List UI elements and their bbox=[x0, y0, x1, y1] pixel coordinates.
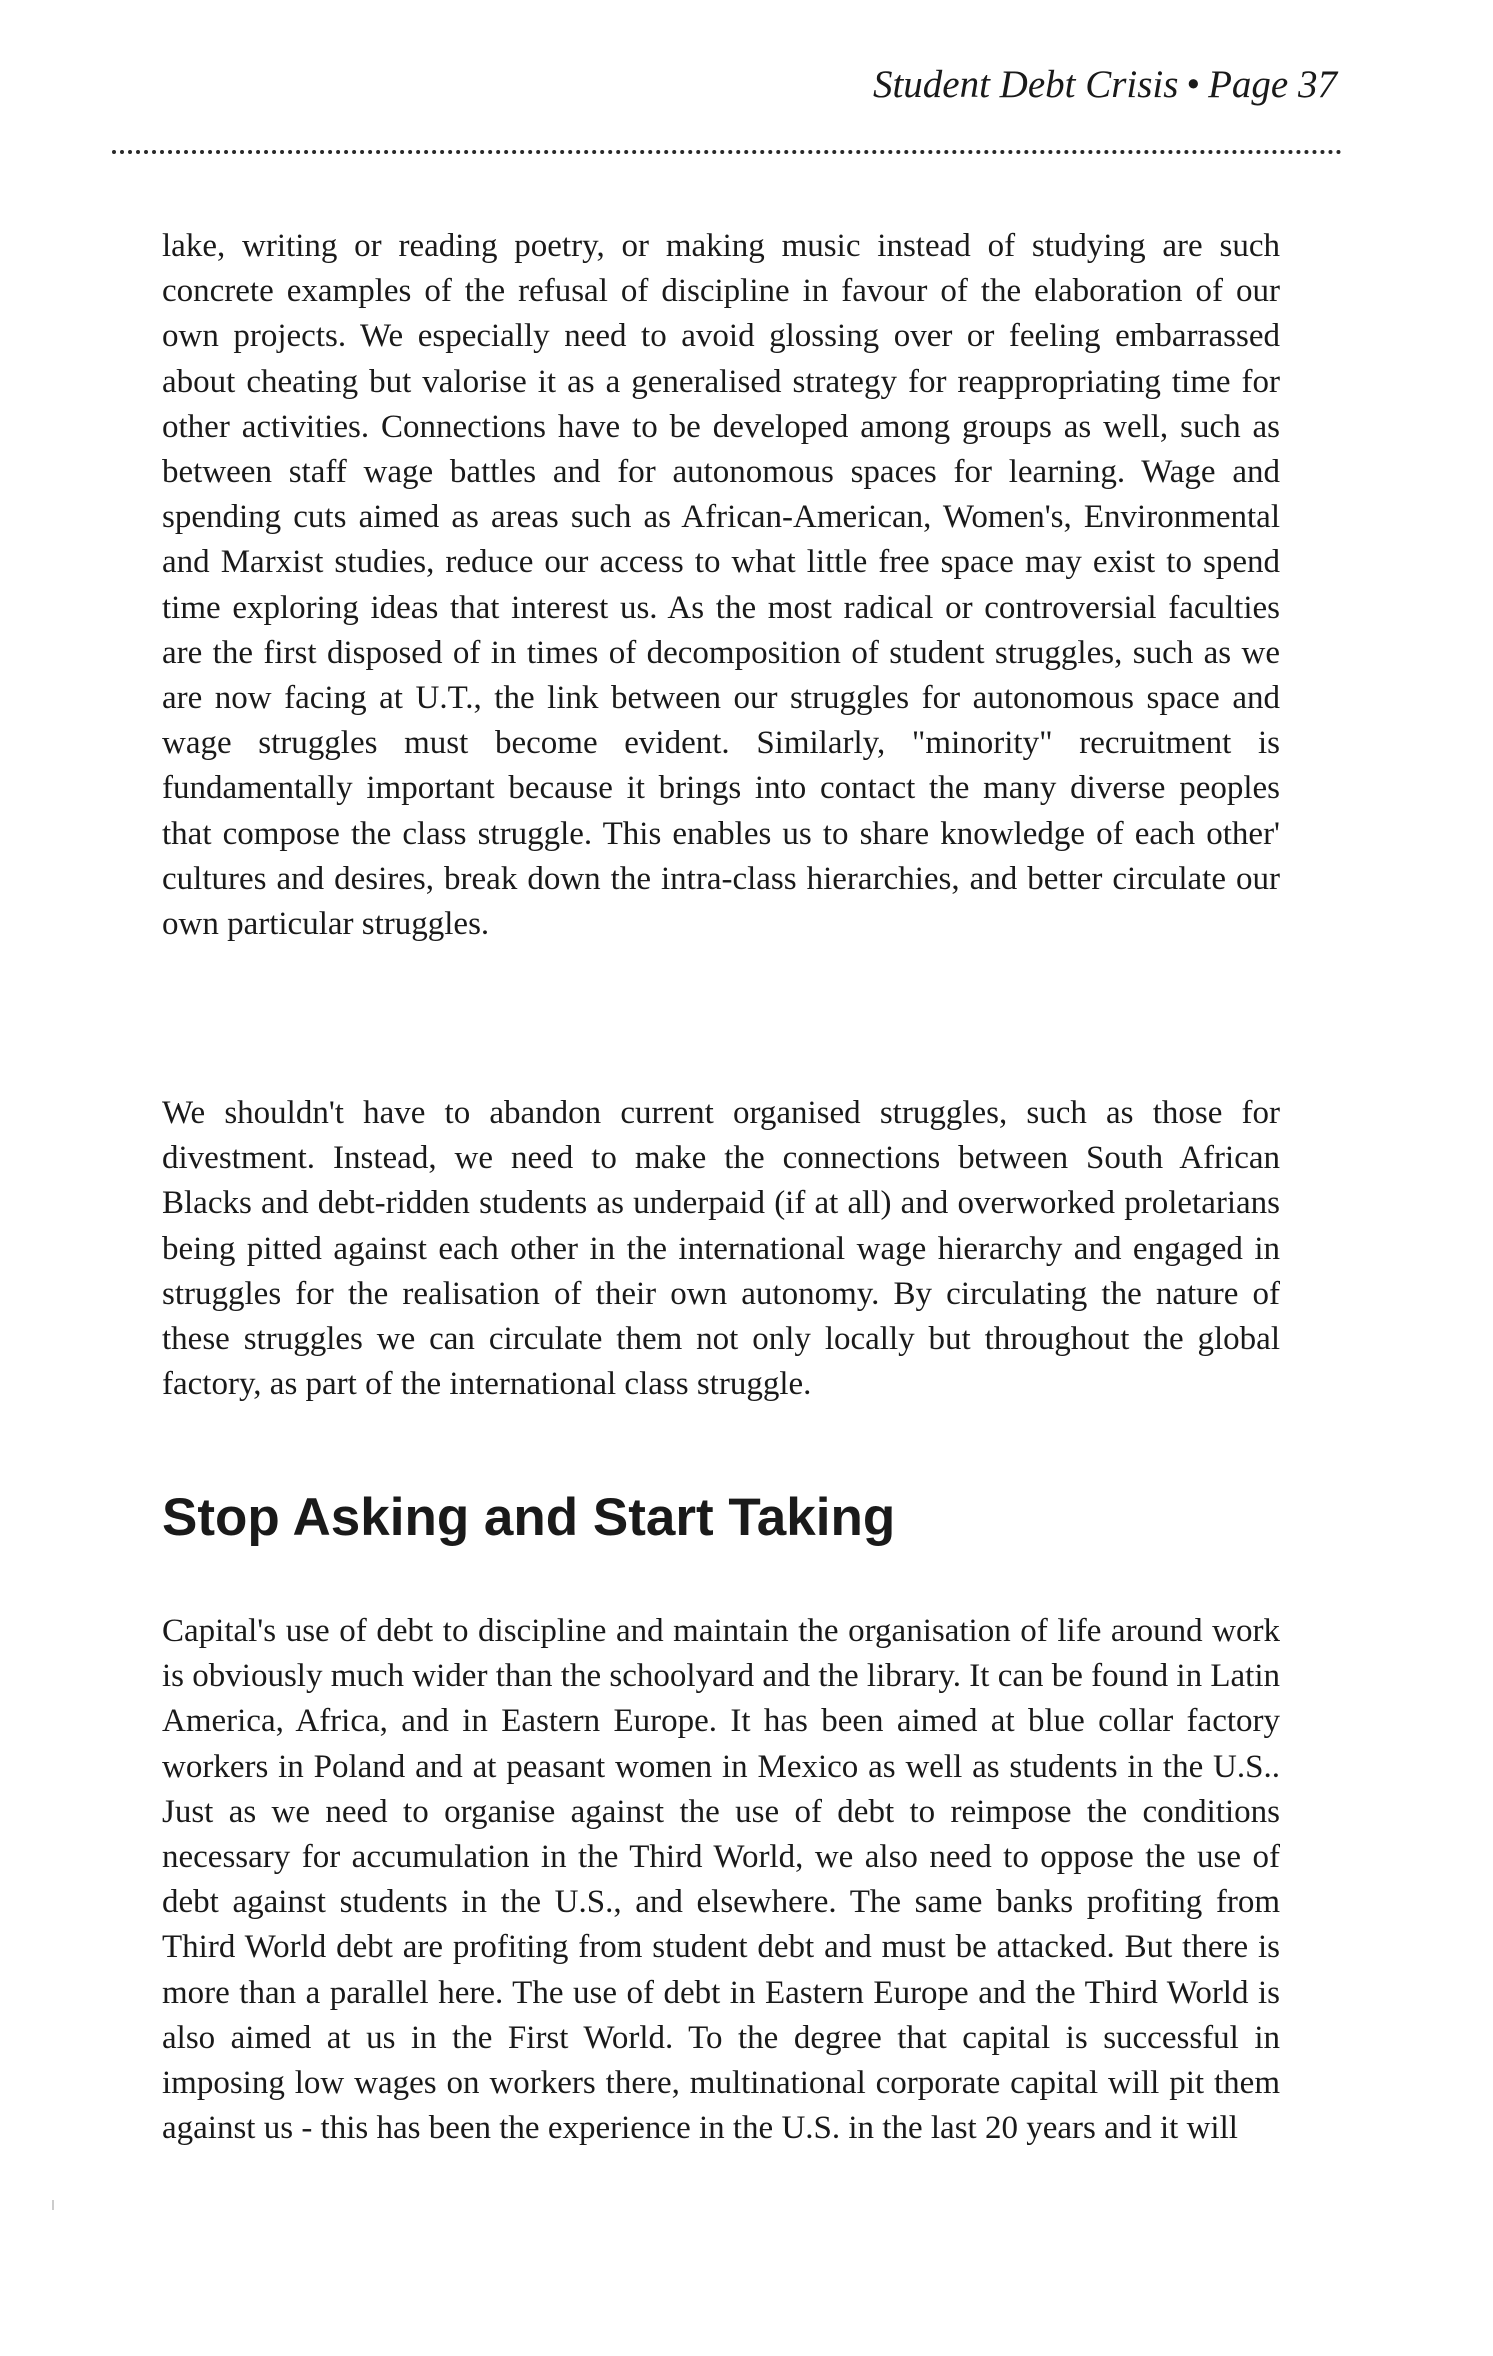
header-page-number: Page 37 bbox=[1208, 63, 1337, 106]
header-dotted-rule bbox=[112, 150, 1342, 154]
header-separator: • bbox=[1186, 63, 1201, 106]
body-paragraph: Capital's use of debt to discipline and maintain the organisation of life around work is obviously much wider than the schoolyard and the library. It can be found in Latin America, Africa, and in Eastern Europe. It has been aimed at blue collar factory workers in Poland and at peasant women in Mexico as well as students in the U.S.. Just as we need to organise against the use of debt to reimpose the conditions necessary for accumulation in the Third World, we also need to oppose the use of debt against students in the U.S., and elsewhere. The same banks profiting from Third World debt are profiting from student debt and must be attacked. But there is more than a parallel here. The use of debt in Eastern Europe and the Third World is also aimed at us in the First World. To the degree that capital is successful in imposing low wages on workers there, multinational corporate capital will pit them against us - this has been the experience in the U.S. in the last 20 years and it will bbox=[162, 1613, 1280, 2147]
header-title: Student Debt Crisis bbox=[872, 63, 1179, 106]
running-header bbox=[162, 62, 1337, 108]
section-heading: Stop Asking and Start Taking bbox=[162, 1488, 896, 1547]
body-paragraph: lake, writing or reading poetry, or making music instead of studying are such concrete examples of the refusal of discipline in favour of the elaboration of our own projects. We especially need to avoid glossing over or feeling embarrassed about cheating but valorise it as a generalised strategy for reappropriating time for other activities. Connections have to be developed among groups as well, such as between staff wage battles and for autonomous spaces for learning. Wage and spending cuts aimed as areas such as African-American, Women's, Environmental and Marxist studies, reduce our access to what little free space may exist to spend time exploring ideas that interest us. As the most radical or controversial faculties are the first disposed of in times of decomposition of student struggles, such as we are now facing at U.T., the link between our struggles for autonomous space and wage struggles must become evident. Similarly, "minority" recruitment is fundamentally important because it brings into contact the many diverse peoples that compose the class struggle. This enables us to share knowledge of each other' cultures and desires, break down the intra-class hierarchies, and better circulate our own particular struggles. bbox=[162, 228, 1280, 943]
scan-margin-mark bbox=[52, 2200, 54, 2210]
body-paragraph: We shouldn't have to abandon current organised struggles, such as those for divestment. Instead, we need to make the connections between South African Blacks and debt-ridden students as underpaid (if at all) and overworked proletarians being pitted against each other in the international wage hierarchy and engaged in struggles for the realisation of their own autonomy. By circulating the nature of these struggles we can circulate them not only locally but throughout the global factory, as part of the international class struggle. bbox=[162, 1095, 1280, 1403]
